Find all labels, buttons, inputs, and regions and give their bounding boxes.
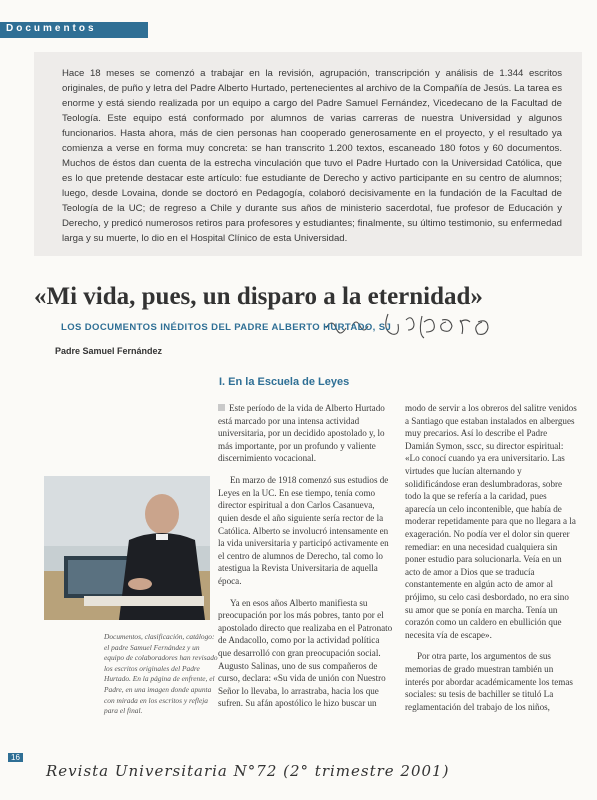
- paragraph: Por otra parte, los argumentos de sus memorias de grado muestran también un interés por abordar académicamente los temas sociales: su tesis de bachiller se tituló La reglamentación del trabajo de los niños,: [405, 651, 573, 712]
- column-right: [405, 393, 577, 723]
- photo-illustration: [44, 476, 210, 620]
- article-title: «Mi vida, pues, un disparo a la eternidad»: [34, 283, 483, 310]
- paragraph: modo de servir a los obreros del salitre venidos a Santiago que estaban instalados en albergues muy precarios. Así lo describe el Padre Damián Symon, sscc, su director espiritual: «Lo conocí cuando ya era universitario. Las virtudes que lucían alternando y solidificándose eran deslumbradoras, sobre todo la que se refería a la caridad, pues aparecía un celo incontenible, que había de moderar repetidamente para que no llegara a la exageración. No podía ver el dolor sin querer remediar: en una necesidad cualquiera sin poner estudio para solucionarla. Veía en un acto de amor a Dios que se traducía constantemente en algún acto de amor al prójimo, su celo casi desbordado, no era sino su amor que se ponía en marcha. Tenía un corazón como un caldero en ebullición que necesita vía de escape».: [405, 403, 577, 640]
- photo-priest-at-computer: [44, 476, 210, 620]
- bullet-square-icon: [218, 404, 225, 411]
- article-subtitle: LOS DOCUMENTOS INÉDITOS DEL PADRE ALBERTO HURTADO, SJ: [61, 322, 392, 333]
- paragraph: [218, 402, 393, 465]
- section-label: Documentos: [6, 23, 97, 34]
- paragraph: En marzo de 1918 comenzó sus estudios de Leyes en la UC. En ese tiempo, tenía como director espiritual a don Carlos Casanueva, quien desde el año siguiente sería rector de la Católica. Alberto se involucró intensamente en la vida universitaria y participó activamente en el centro de alumnos de Derecho, tal como lo atestigua la Revista Universitaria de aquella época.: [218, 475, 389, 586]
- photo-caption: Documentos, clasificación, catálogo: el padre Samuel Fernández y un equipo de colaboradores han revisado los escritos originales del Padre Hurtado. En la página de enfrente, el Padre, en una imagen donde apunta con mirada en los escritos y refleja para el final.: [104, 632, 218, 716]
- intro-text: Hace 18 meses se comenzó a trabajar en la revisión, agrupación, transcripción y análisis de 1.344 escritos originales, de puño y letra del Padre Alberto Hurtado, pertenecientes al archivo de la Compañía de Jesús. La tarea es enorme y está siendo realizada por un equipo a cargo del Padre Samuel Fernández, Vicedecano de la Facultad de Teología. Este equipo está conformado por alumnos de varias carreras de nuestra Universidad y algunos funcionarios. Hasta ahora, más de cien personas han cooperado generosamente en el proyecto, y el resultado ya comienza a verse en forma muy concreta: se han transcrito 1.200 textos, escaneado 180 fotos y 60 documentos. Muchos de éstos dan cuenta de la estrecha vinculación que tuvo el Padre Hurtado con la Universidad Católica, que es lo que pretende destacar este artículo: fue estudiante de Derecho y activo participante en su centro de alumnos; luego, desde Lovaina, donde se doctoró en Pedagogía, colaboró decisivamente en la fundación de la Facultad de Teología de la UC; de regreso a Chile y durante sus años de ministerio sacerdotal, fue profesor de Educación y Derecho, y predicó numerosos retiros para profesores y estudiantes; finalmente, su último testimonio, su enfermedad larga y su muerte, lo dio en el Hospital Clínico de esta Universidad.: [62, 68, 562, 244]
- paragraph-text: Este período de la vida de Alberto Hurtado está marcado por una intensa actividad universitaria, por un decidido apostolado y, lo más importante, por un profundo y valiente discernimiento vocacional.: [218, 403, 385, 464]
- intro-box: [34, 52, 582, 256]
- author-name: Padre Samuel Fernández: [55, 346, 163, 356]
- section-heading: I. En la Escuela de Leyes: [219, 376, 350, 388]
- column-middle: [218, 393, 393, 719]
- page-number: 16: [8, 753, 23, 762]
- handwritten-footer-note: Revista Universitaria N°72 (2° trimestre 2001): [46, 762, 450, 780]
- paragraph: Ya en esos años Alberto manifiesta su preocupación por los más pobres, tanto por el apostolado directo que realizaba en el Patronato de Andacollo, como por la actividad política que desarrolló con gran preocupación social. Augusto Salinas, uno de sus compañeros de curso, declara: «Su vida de unión con Nuestro Señor lo llevaba, lo arrastraba, hacia los que sufren. Su afán apostólico le hizo buscar un: [218, 597, 393, 709]
- section-bar: [0, 22, 148, 38]
